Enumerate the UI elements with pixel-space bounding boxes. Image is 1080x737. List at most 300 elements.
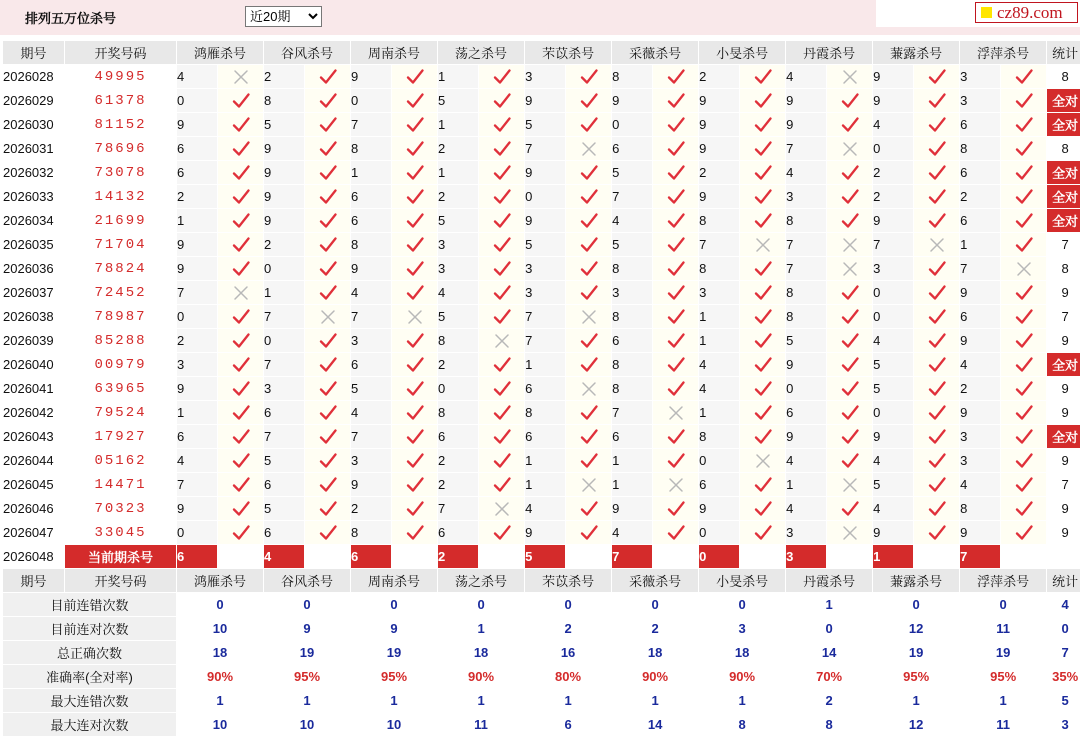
kill-number: 0 [264, 329, 305, 353]
kill-result [566, 233, 612, 257]
kill-number: 0 [873, 305, 914, 329]
check-mark-icon [232, 380, 250, 398]
kill-result [305, 305, 351, 329]
kill-number: 3 [177, 353, 218, 377]
check-mark-icon [406, 260, 424, 278]
check-mark-icon [406, 284, 424, 302]
check-mark-icon [754, 164, 772, 182]
summary-value: 18 [438, 641, 525, 665]
kill-result [392, 497, 438, 521]
kill-result [392, 305, 438, 329]
kill-result [914, 257, 960, 281]
issue-number: 2026036 [3, 257, 65, 281]
check-mark-icon [406, 116, 424, 134]
kill-number: 1 [525, 473, 566, 497]
check-mark-icon [667, 140, 685, 158]
summary-value: 9 [351, 617, 438, 641]
summary-label: 最大连对次数 [3, 713, 177, 737]
kill-result [218, 449, 264, 473]
kill-result [1001, 305, 1047, 329]
all-correct-badge: 全对 [1047, 209, 1080, 233]
current-kill-blank [827, 545, 873, 569]
kill-result [740, 209, 786, 233]
cross-mark-icon [754, 452, 772, 470]
summary-value: 12 [873, 713, 960, 737]
summary-value: 1 [177, 689, 264, 713]
kill-result [479, 497, 525, 521]
kill-result [479, 473, 525, 497]
check-mark-icon [928, 116, 946, 134]
kill-result [740, 161, 786, 185]
kill-result [1001, 449, 1047, 473]
check-mark-icon [493, 68, 511, 86]
kill-number: 2 [438, 473, 479, 497]
table-row [3, 209, 1080, 233]
kill-number: 5 [438, 89, 479, 113]
kill-number: 1 [612, 473, 653, 497]
table-row [3, 89, 1080, 113]
kill-number: 6 [786, 401, 827, 425]
summary-value: 1 [960, 689, 1047, 713]
column-header-killer: 采薇杀号 [612, 569, 699, 593]
check-mark-icon [319, 212, 337, 230]
column-header-issue: 期号 [3, 41, 65, 65]
kill-result [914, 353, 960, 377]
stat-count: 9 [1047, 497, 1080, 521]
check-mark-icon [580, 428, 598, 446]
kill-number: 3 [699, 281, 740, 305]
kill-number: 7 [525, 305, 566, 329]
kill-number: 6 [960, 113, 1001, 137]
kill-result [914, 185, 960, 209]
kill-result [479, 209, 525, 233]
check-mark-icon [667, 236, 685, 254]
check-mark-icon [928, 188, 946, 206]
kill-number: 9 [786, 89, 827, 113]
kill-number: 8 [351, 137, 392, 161]
column-header-killer: 鸿雁杀号 [177, 569, 264, 593]
check-mark-icon [232, 332, 250, 350]
draw-number: 81152 [65, 113, 177, 137]
check-mark-icon [319, 68, 337, 86]
kill-result [1001, 233, 1047, 257]
kill-result [827, 353, 873, 377]
kill-number: 6 [264, 473, 305, 497]
check-mark-icon [1015, 476, 1033, 494]
check-mark-icon [406, 500, 424, 518]
kill-result [740, 473, 786, 497]
cross-mark-icon [580, 140, 598, 158]
check-mark-icon [406, 404, 424, 422]
kill-number: 3 [786, 185, 827, 209]
kill-number: 9 [699, 113, 740, 137]
draw-number: 17927 [65, 425, 177, 449]
kill-result [653, 209, 699, 233]
kill-number: 2 [177, 185, 218, 209]
kill-number: 8 [612, 377, 653, 401]
kill-number: 3 [264, 377, 305, 401]
kill-result [479, 257, 525, 281]
kill-result [392, 353, 438, 377]
check-mark-icon [754, 500, 772, 518]
current-kill-number: 7 [612, 545, 653, 569]
issue-number: 2026043 [3, 425, 65, 449]
issue-number: 2026034 [3, 209, 65, 233]
kill-result [653, 137, 699, 161]
all-correct-badge: 全对 [1047, 113, 1080, 137]
column-header-killer: 荡之杀号 [438, 569, 525, 593]
kill-number: 1 [264, 281, 305, 305]
stat-count: 9 [1047, 401, 1080, 425]
kill-number: 4 [873, 113, 914, 137]
column-header-killer: 谷风杀号 [264, 41, 351, 65]
check-mark-icon [1015, 524, 1033, 542]
kill-result [914, 305, 960, 329]
kill-number: 9 [264, 185, 305, 209]
kill-number: 0 [264, 257, 305, 281]
kill-result [827, 113, 873, 137]
summary-value: 0 [177, 593, 264, 617]
kill-result [827, 401, 873, 425]
kill-result [566, 257, 612, 281]
kill-result [566, 449, 612, 473]
check-mark-icon [319, 188, 337, 206]
current-kill-number: 4 [264, 545, 305, 569]
summary-value: 19 [873, 641, 960, 665]
current-kill-number: 6 [351, 545, 392, 569]
check-mark-icon [232, 140, 250, 158]
check-mark-icon [667, 452, 685, 470]
kill-result [914, 65, 960, 89]
kill-result [740, 89, 786, 113]
kill-number: 6 [525, 425, 566, 449]
kill-result [479, 65, 525, 89]
check-mark-icon [493, 524, 511, 542]
kill-result [218, 521, 264, 545]
kill-number: 0 [786, 377, 827, 401]
kill-number: 0 [699, 521, 740, 545]
summary-value: 3 [699, 617, 786, 641]
kill-number: 8 [786, 209, 827, 233]
kill-result [218, 137, 264, 161]
draw-number: 49995 [65, 65, 177, 89]
kill-result [479, 305, 525, 329]
cross-mark-icon [406, 308, 424, 326]
kill-result [218, 497, 264, 521]
check-mark-icon [493, 92, 511, 110]
cross-mark-icon [667, 476, 685, 494]
kill-number: 4 [960, 473, 1001, 497]
draw-number: 70323 [65, 497, 177, 521]
stat-count: 9 [1047, 521, 1080, 545]
check-mark-icon [319, 332, 337, 350]
current-kill-number: 2 [438, 545, 479, 569]
kill-result [827, 137, 873, 161]
check-mark-icon [1015, 452, 1033, 470]
kill-number: 0 [699, 449, 740, 473]
kill-number: 7 [264, 305, 305, 329]
kill-number: 9 [177, 233, 218, 257]
kill-result [566, 353, 612, 377]
check-mark-icon [406, 92, 424, 110]
kill-result [827, 281, 873, 305]
kill-result [392, 329, 438, 353]
check-mark-icon [406, 236, 424, 254]
table-row [3, 377, 1080, 401]
kill-result [218, 305, 264, 329]
check-mark-icon [232, 188, 250, 206]
check-mark-icon [841, 188, 859, 206]
kill-result [740, 329, 786, 353]
summary-row [3, 641, 1080, 665]
summary-value: 19 [351, 641, 438, 665]
check-mark-icon [754, 92, 772, 110]
kill-number: 4 [873, 449, 914, 473]
kill-result [305, 281, 351, 305]
check-mark-icon [1015, 92, 1033, 110]
kill-number: 8 [699, 257, 740, 281]
cross-mark-icon [1015, 260, 1033, 278]
current-kill-blank [1001, 545, 1047, 569]
kill-result [305, 113, 351, 137]
check-mark-icon [841, 332, 859, 350]
check-mark-icon [319, 116, 337, 134]
kill-number: 4 [177, 449, 218, 473]
kill-number: 9 [699, 89, 740, 113]
table-row [3, 425, 1080, 449]
page-title: 排列五万位杀号 [25, 8, 116, 27]
check-mark-icon [1015, 308, 1033, 326]
kill-result [479, 233, 525, 257]
check-mark-icon [1015, 380, 1033, 398]
kill-number: 9 [612, 89, 653, 113]
kill-number: 2 [438, 185, 479, 209]
kill-number: 1 [177, 401, 218, 425]
kill-result [392, 209, 438, 233]
issue-number: 2026035 [3, 233, 65, 257]
period-select[interactable] [245, 6, 322, 27]
check-mark-icon [841, 452, 859, 470]
kill-result [1001, 521, 1047, 545]
kill-number: 7 [351, 305, 392, 329]
kill-number: 8 [351, 233, 392, 257]
current-kill-blank [740, 545, 786, 569]
check-mark-icon [754, 332, 772, 350]
issue-number: 2026041 [3, 377, 65, 401]
kill-result [914, 281, 960, 305]
logo-text: cz89.com [997, 3, 1063, 22]
current-kill-number: 7 [960, 545, 1001, 569]
kill-number: 3 [525, 65, 566, 89]
kill-result [218, 113, 264, 137]
kill-result [1001, 425, 1047, 449]
check-mark-icon [1015, 68, 1033, 86]
column-header-number: 开奖号码 [65, 569, 177, 593]
check-mark-icon [406, 68, 424, 86]
kill-result [1001, 257, 1047, 281]
kill-result [914, 449, 960, 473]
kill-number: 7 [525, 329, 566, 353]
kill-number: 4 [351, 401, 392, 425]
site-logo[interactable] [975, 2, 1078, 23]
check-mark-icon [928, 500, 946, 518]
kill-number: 9 [873, 209, 914, 233]
kill-number: 2 [960, 185, 1001, 209]
check-mark-icon [232, 236, 250, 254]
kill-number: 3 [960, 65, 1001, 89]
kill-result [479, 449, 525, 473]
kill-result [392, 89, 438, 113]
kill-number: 7 [612, 185, 653, 209]
kill-number: 1 [525, 449, 566, 473]
kill-number: 9 [177, 257, 218, 281]
kill-result [566, 137, 612, 161]
kill-number: 9 [351, 65, 392, 89]
check-mark-icon [1015, 188, 1033, 206]
kill-result [740, 233, 786, 257]
check-mark-icon [319, 500, 337, 518]
check-mark-icon [667, 212, 685, 230]
kill-result [305, 521, 351, 545]
check-mark-icon [754, 404, 772, 422]
kill-number: 7 [351, 425, 392, 449]
check-mark-icon [841, 284, 859, 302]
check-mark-icon [232, 356, 250, 374]
summary-value: 95% [351, 665, 438, 689]
kill-result [566, 425, 612, 449]
kill-result [827, 209, 873, 233]
check-mark-icon [754, 260, 772, 278]
cross-mark-icon [232, 284, 250, 302]
kill-number: 8 [960, 137, 1001, 161]
kill-result [1001, 185, 1047, 209]
kill-number: 6 [351, 185, 392, 209]
kill-number: 6 [177, 425, 218, 449]
kill-number: 8 [699, 425, 740, 449]
kill-result [740, 281, 786, 305]
check-mark-icon [928, 404, 946, 422]
check-mark-icon [580, 524, 598, 542]
cross-mark-icon [580, 476, 598, 494]
check-mark-icon [406, 356, 424, 374]
check-mark-icon [928, 356, 946, 374]
check-mark-icon [754, 428, 772, 446]
kill-result [827, 497, 873, 521]
kill-result [305, 137, 351, 161]
kill-result [653, 521, 699, 545]
check-mark-icon [841, 500, 859, 518]
kill-number: 6 [960, 305, 1001, 329]
kill-result [653, 305, 699, 329]
kill-result [479, 185, 525, 209]
table-row [3, 185, 1080, 209]
kill-number: 1 [612, 449, 653, 473]
current-kill-blank [566, 545, 612, 569]
cross-mark-icon [928, 236, 946, 254]
kill-number: 9 [612, 497, 653, 521]
kill-number: 5 [612, 161, 653, 185]
column-header-killer: 芣苡杀号 [525, 569, 612, 593]
current-kill-number: 3 [786, 545, 827, 569]
summary-value: 1 [612, 689, 699, 713]
kill-result [218, 161, 264, 185]
kill-number: 1 [699, 329, 740, 353]
kill-number: 3 [960, 449, 1001, 473]
kill-result [218, 209, 264, 233]
kill-result [392, 473, 438, 497]
check-mark-icon [493, 356, 511, 374]
check-mark-icon [580, 284, 598, 302]
draw-number: 71704 [65, 233, 177, 257]
kill-number: 9 [786, 113, 827, 137]
check-mark-icon [928, 476, 946, 494]
kill-number: 2 [873, 161, 914, 185]
kill-result [479, 161, 525, 185]
kill-number: 3 [351, 449, 392, 473]
table-row [3, 449, 1080, 473]
current-kill-number: 0 [699, 545, 740, 569]
kill-number: 5 [786, 329, 827, 353]
summary-label: 目前连错次数 [3, 593, 177, 617]
kill-number: 6 [438, 425, 479, 449]
kill-number: 0 [177, 89, 218, 113]
kill-result [305, 497, 351, 521]
kill-result [914, 209, 960, 233]
check-mark-icon [580, 452, 598, 470]
table-row [3, 233, 1080, 257]
kill-result [914, 89, 960, 113]
check-mark-icon [406, 140, 424, 158]
kill-result [218, 257, 264, 281]
check-mark-icon [1015, 428, 1033, 446]
kill-number: 6 [264, 521, 305, 545]
kill-number: 1 [525, 353, 566, 377]
draw-number: 33045 [65, 521, 177, 545]
summary-total: 7 [1047, 641, 1080, 665]
draw-number: 72452 [65, 281, 177, 305]
kill-number: 2 [438, 449, 479, 473]
check-mark-icon [232, 164, 250, 182]
check-mark-icon [580, 68, 598, 86]
summary-value: 90% [612, 665, 699, 689]
summary-value: 2 [525, 617, 612, 641]
check-mark-icon [580, 92, 598, 110]
check-mark-icon [493, 116, 511, 134]
check-mark-icon [841, 212, 859, 230]
kill-result [566, 161, 612, 185]
kill-result [305, 401, 351, 425]
kill-result [653, 65, 699, 89]
issue-number: 2026029 [3, 89, 65, 113]
kill-result [305, 449, 351, 473]
kill-number: 1 [438, 65, 479, 89]
check-mark-icon [580, 236, 598, 254]
kill-number: 0 [873, 401, 914, 425]
check-mark-icon [232, 428, 250, 446]
check-mark-icon [928, 164, 946, 182]
check-mark-icon [754, 308, 772, 326]
kill-number: 8 [438, 401, 479, 425]
check-mark-icon [841, 380, 859, 398]
current-kill-blank [479, 545, 525, 569]
stat-count: 8 [1047, 257, 1080, 281]
check-mark-icon [406, 212, 424, 230]
kill-number: 7 [264, 353, 305, 377]
check-mark-icon [319, 260, 337, 278]
kill-result [827, 185, 873, 209]
stat-count: 9 [1047, 377, 1080, 401]
check-mark-icon [1015, 164, 1033, 182]
